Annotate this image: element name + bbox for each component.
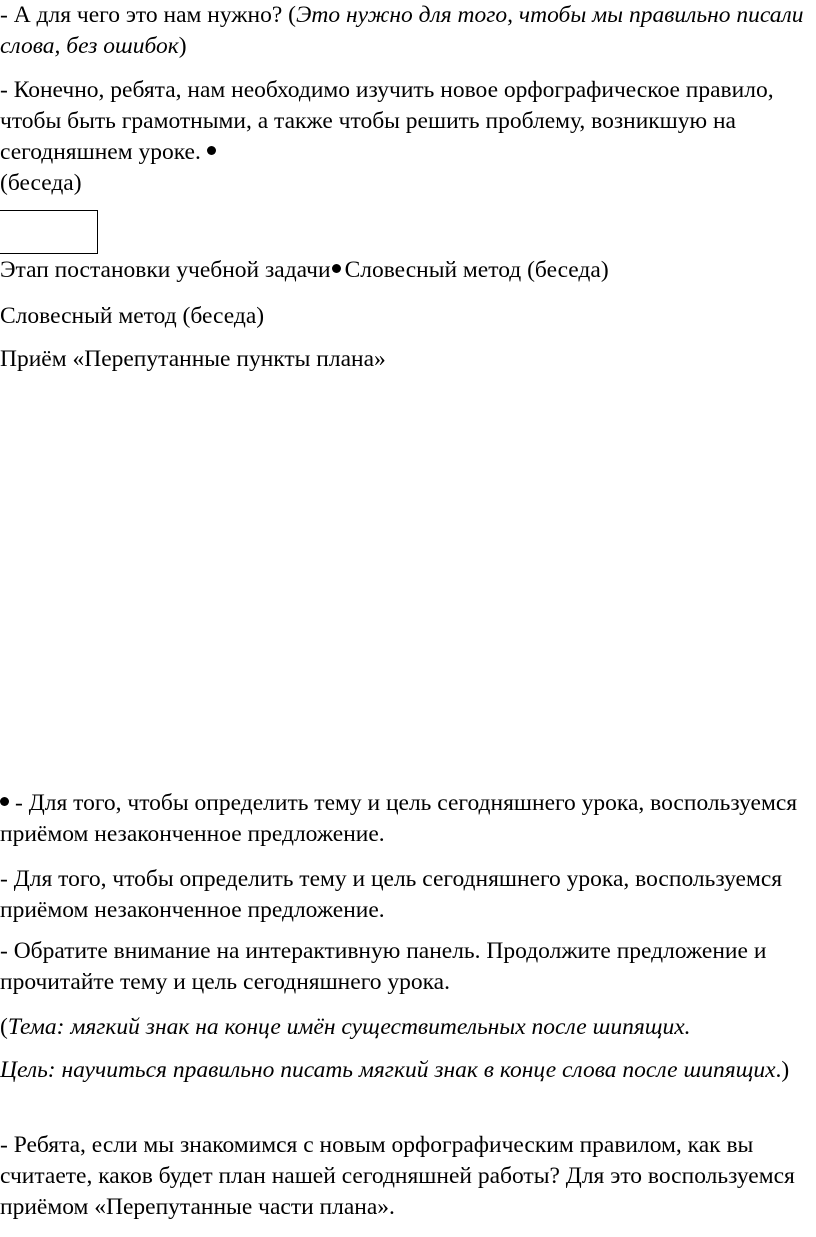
- stage-method: Словесный метод (беседа): [344, 257, 609, 283]
- topic-paragraph: [0, 1012, 812, 1043]
- sentence-text: - Для того, чтобы определить тему и цель сегодняшнего урока, воспользуемся приёмом незаконченное предложение.: [0, 790, 798, 847]
- question-text: - А для чего это нам нужно? (: [0, 2, 296, 28]
- answer-italic: Это нужно для того, чтобы мы правильно писали слова, без ошибок: [0, 2, 804, 59]
- verbal-method-paragraph: [0, 301, 812, 332]
- plan-paragraph: [0, 1130, 812, 1223]
- sentence-text: - Для того, чтобы определить тему и цель сегодняшнего урока, воспользуемся приёмом незаконченное предложение.: [0, 866, 783, 923]
- stage-label: Этап постановки учебной задачи: [0, 257, 331, 283]
- question-paragraph: [0, 0, 812, 62]
- plan-text: - Ребята, если мы знакомимся с новым орфографическим правилом, как вы считаете, каков будет план нашей сегодняшней работы? Для это воспользуемся приёмом «Перепутанные части плана».: [0, 1132, 795, 1220]
- empty-frame: [0, 210, 98, 254]
- topic-italic: Тема: мягкий знак на конце имён существительных после шипящих.: [7, 1014, 691, 1040]
- technique-text: Приём «Перепутанные пункты плана»: [0, 346, 386, 372]
- method-note: (беседа): [0, 170, 82, 196]
- rule-paragraph: [0, 75, 812, 199]
- open-paren: (: [0, 1014, 8, 1040]
- closing-paren: ): [178, 33, 187, 59]
- bullet-icon: [207, 146, 216, 155]
- technique-paragraph: [0, 344, 812, 375]
- panel-text: - Обратите внимание на интерактивную панель. Продолжите предложение и прочитайте тему и цель сегодняшнего урока.: [0, 938, 767, 995]
- sentence-paragraph: [0, 864, 812, 926]
- bullet-icon: [332, 264, 341, 273]
- rule-text: - Конечно, ребята, нам необходимо изучить новое орфографическое правило, чтобы быть грамотными, а также чтобы решить проблему, возникшую на сегодняшнем уроке.: [0, 77, 774, 165]
- stage-paragraph: [0, 255, 812, 286]
- goal-italic: Цель: научиться правильно писать мягкий знак в конце слова после шипящих: [0, 1057, 776, 1083]
- close-paren: .): [775, 1057, 790, 1083]
- bullet-sentence-paragraph: [0, 788, 812, 850]
- bullet-icon: [0, 797, 9, 806]
- panel-paragraph: [0, 936, 812, 998]
- verbal-method-text: Словесный метод (беседа): [0, 303, 265, 329]
- goal-paragraph: [0, 1055, 812, 1086]
